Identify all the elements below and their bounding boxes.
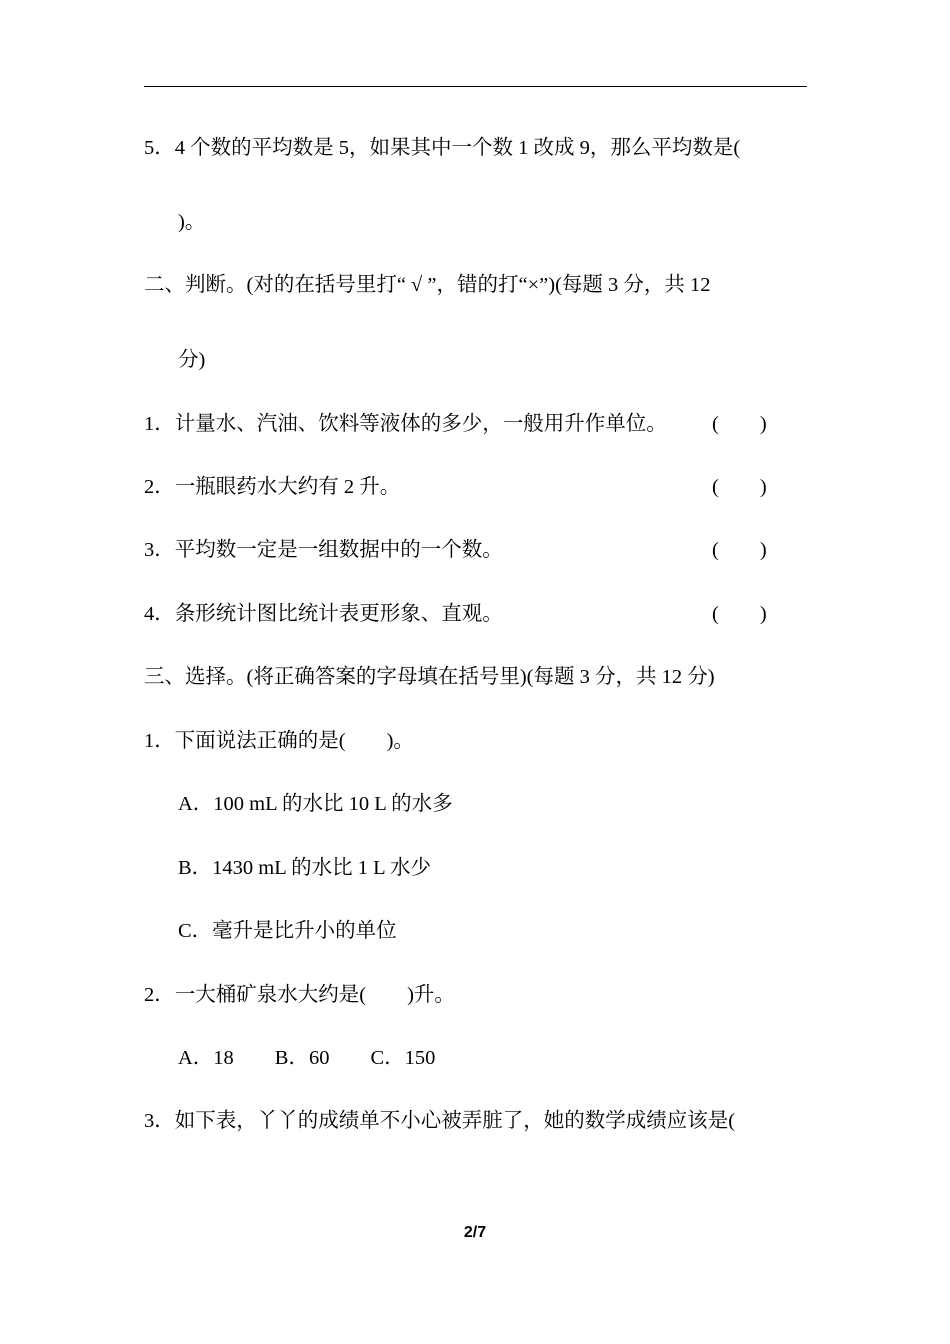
- judge-answer-blank-3: ( ): [712, 539, 767, 561]
- section-3-heading: 三、选择。(将正确答案的字母填在括号里)(每题 3 分，共 12 分): [144, 666, 715, 688]
- question-5-line-1: 5．4 个数的平均数是 5，如果其中一个数 1 改成 9，那么平均数是(: [144, 137, 741, 159]
- judge-item-2: 2．一瓶眼药水大约有 2 升。: [144, 476, 401, 498]
- choice-1-option-b: B．1430 mL 的水比 1 L 水少: [178, 857, 432, 879]
- judge-answer-blank-1: ( ): [712, 413, 767, 435]
- judge-answer-blank-4: ( ): [712, 603, 767, 625]
- judge-item-4: 4．条形统计图比统计表更形象、直观。: [144, 603, 503, 625]
- question-5-line-2: )。: [178, 211, 206, 233]
- choice-2-options: A．18 B．60 C．150: [178, 1047, 436, 1069]
- choice-1-option-c: C．毫升是比升小的单位: [178, 920, 397, 942]
- choice-1-option-a: A．100 mL 的水比 10 L 的水多: [178, 793, 453, 815]
- choice-question-1: 1．下面说法正确的是( )。: [144, 730, 414, 752]
- judge-item-3: 3．平均数一定是一组数据中的一个数。: [144, 539, 503, 561]
- choice-question-2: 2．一大桶矿泉水大约是( )升。: [144, 984, 455, 1006]
- choice-question-3: 3．如下表，丫丫的成绩单不小心被弄脏了，她的数学成绩应该是(: [144, 1110, 736, 1132]
- judge-answer-blank-2: ( ): [712, 476, 767, 498]
- section-2-heading-line-1: 二、判断。(对的在括号里打“ √ ”，错的打“×”)(每题 3 分，共 12: [144, 274, 711, 296]
- page-number: 2/7: [463, 1224, 487, 1241]
- header-rule: [144, 86, 807, 87]
- section-2-heading-line-2: 分): [178, 349, 206, 371]
- judge-item-1: 1．计量水、汽油、饮料等液体的多少，一般用升作单位。: [144, 413, 667, 435]
